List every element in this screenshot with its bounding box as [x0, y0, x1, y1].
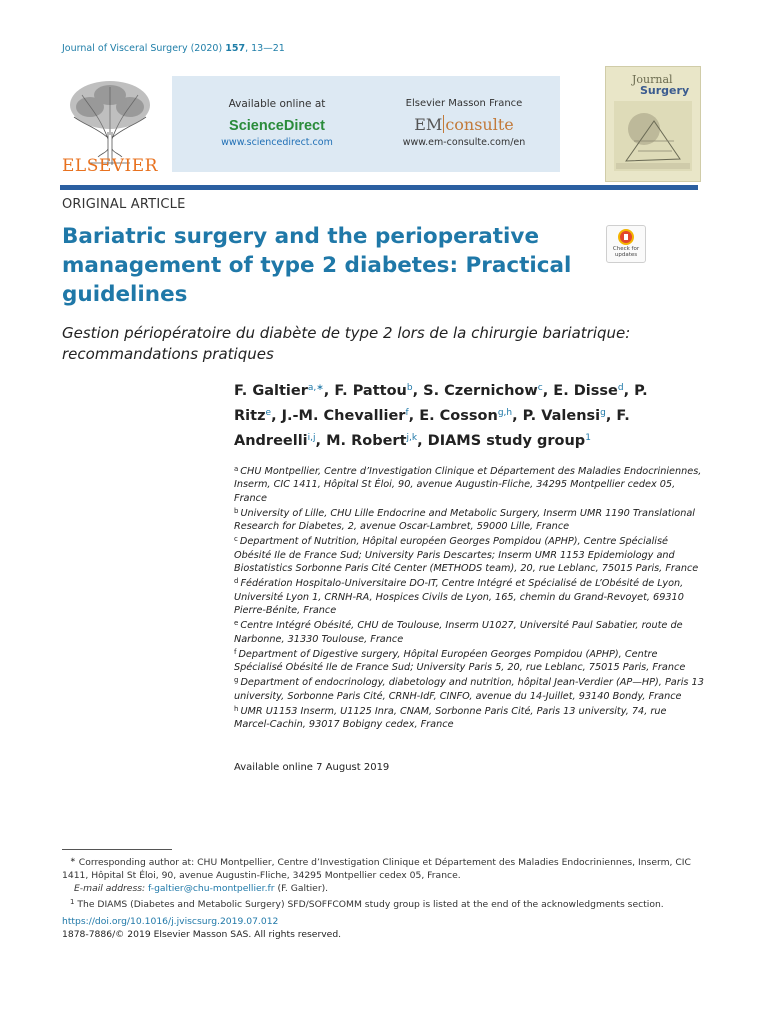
author-affiliation-mark[interactable]: g: [600, 408, 606, 418]
emconsulte-publisher: Elsevier Masson France: [405, 98, 523, 109]
author: S. Czernichow$^c$,: [423, 383, 554, 399]
elsevier-wordmark: ELSEVIER: [62, 156, 158, 176]
journal-name: Journal of Visceral Surgery (2020): [62, 43, 223, 54]
author-affiliation-mark[interactable]: j,k: [406, 433, 418, 443]
affiliation: $^f$ Department of Digestive surgery, Hôpital Européen Georges Pompidou (APHP), Centre Spécialisé Obésité Ile de France Sud; University Paris 5, 20, rue Leblanc, 75015 Paris, France: [234, 647, 686, 674]
header-rule: [60, 185, 698, 190]
copyright-line: 1878-7886/© 2019 Elsevier Masson SAS. All rights reserved.: [62, 929, 342, 940]
cover-title-line2: Surgery: [640, 84, 690, 97]
author: P. Ritz$^e$,: [234, 383, 648, 424]
affiliation: $^a$ CHU Montpellier, Centre d’Investigation Clinique et Département des Maladies Endocriniennes, Inserm, CIC 1411, Hôpital St Éloi, 90, avenue Augustin-Fliche, 34295 Montpellier cedex 05, France: [234, 465, 702, 504]
author-affiliation-mark[interactable]: b: [406, 383, 413, 393]
check-updates-label: Check for updates: [612, 246, 640, 258]
affiliation: $^d$ Fédération Hospitalo-Universitaire DO-IT, Centre Intégré et Spécialisé de L’Obésité de Lyon, Université Lyon 1, CRNH-RA, Hospices Civils de Lyon, 165, chemin du Grand-Revoyet, 69310 Pierre-Bénite, France: [234, 577, 684, 616]
journal-pages: , 13—21: [245, 43, 285, 54]
affiliation: $^b$ University of Lille, CHU Lille Endocrine and Metabolic Surgery, Inserm UMR 1190 Translational Research for Diabetes, 2, avenue Oscar-Lambret, 59000 Lille, France: [234, 506, 695, 533]
footnote-rule: [62, 849, 172, 850]
cover-title-line1: Journal: [632, 73, 673, 86]
emconsulte-logo: [382, 115, 546, 134]
author: E. Disse$^d$,: [553, 383, 635, 399]
email-footnote: E-mail address: f-galtier@chu-montpellier.fr (F. Galtier).: [74, 883, 329, 895]
article-type-label: ORIGINAL ARTICLE: [62, 197, 186, 212]
sciencedirect-name[interactable]: ScienceDirect: [229, 118, 325, 134]
affiliation: $^h$ UMR U1153 Inserm, U1125 Inra, CNAM, Sorbonne Paris Cité, Paris 13 university, 74, rue Marcel-Cachin, 93017 Bobigny cedex, France: [234, 705, 667, 731]
author: P. Valensi$^g$,: [522, 408, 617, 424]
article-subtitle: Gestion périopératoire du diabète de type 2 lors de la chirurgie bariatrique: recommandations pratiques: [62, 324, 631, 363]
emconsulte-block: [382, 98, 546, 148]
author-list: [234, 377, 674, 452]
journal-cover-image: [605, 66, 701, 182]
journal-volume: 157: [225, 43, 246, 54]
check-for-updates-button[interactable]: [606, 225, 646, 263]
author-affiliation-mark[interactable]: d: [617, 383, 624, 393]
emconsulte-url-link[interactable]: www.em-consulte.com/en: [402, 137, 526, 148]
journal-reference: [62, 43, 285, 54]
emconsulte-logo-consulte: consulte: [445, 115, 514, 134]
author-affiliation-mark[interactable]: c: [537, 383, 543, 393]
sciencedirect-available-label: Available online at: [228, 98, 326, 110]
author-affiliation-mark[interactable]: 1: [585, 433, 591, 443]
footnotes: [62, 854, 712, 911]
study-group-footnote: $^1$ The DIAMS (Diabetes and Metabolic Surgery) SFD/SOFFCOMM study group is listed at the end of the acknowledgments section.: [70, 897, 664, 910]
author-affiliation-mark[interactable]: a,∗: [307, 383, 324, 393]
affiliation: $^e$ Centre Intégré Obésité, CHU de Toulouse, Inserm U1027, Université Paul Sabatier, route de Narbonne, 31330 Toulouse, France: [234, 619, 683, 645]
author-affiliation-mark[interactable]: i,j: [307, 433, 316, 443]
author: E. Cosson$^{g,h}$,: [419, 408, 523, 424]
sciencedirect-block: [202, 98, 352, 148]
affiliation: $^g$ Department of endocrinology, diabetology and nutrition, hôpital Jean-Verdier (AP—HP), Paris 13 university, Sorbonne Paris Cité, CRNH-IdF, CINFO, avenue du 14-Juillet, 93140 Bondy, France: [234, 676, 704, 702]
email-link[interactable]: f-galtier@chu-montpellier.fr: [148, 883, 275, 895]
sciencedirect-url-link[interactable]: www.sciencedirect.com: [221, 137, 333, 148]
affiliation: $^c$ Department of Nutrition, Hôpital européen Georges Pompidou (APHP), Centre Spécialisé Obésité Ile de France Sud; University Paris Descartes; Inserm UMR 1153 Epidemiology and Biostatistics Sorbonne Paris Cité Center (METHODS team), 20, rue Leblanc, 75015 Paris, France: [234, 535, 699, 575]
doi-link[interactable]: https://doi.org/10.1016/j.jviscsurg.2019.07.012: [62, 916, 279, 927]
author-affiliation-mark[interactable]: f: [405, 408, 409, 418]
author-affiliation-mark[interactable]: e: [265, 408, 272, 418]
author: F. Andreelli$^{i,j}$,: [234, 408, 630, 449]
publisher-banner: [172, 76, 560, 172]
emconsulte-logo-em: EM: [414, 115, 443, 134]
article-title: Bariatric surgery and the perioperative management of type 2 diabetes: Practical guidelines: [62, 224, 572, 307]
author: DIAMS study group$^1$: [427, 433, 591, 449]
author: F. Pattou$^b$,: [334, 383, 424, 399]
author: J.-M. Chevallier$^f$,: [281, 408, 420, 424]
cover-illustration-icon: [614, 101, 692, 171]
author-affiliation-mark[interactable]: g,h: [497, 408, 513, 418]
available-online-date: Available online 7 August 2019: [234, 762, 390, 773]
author: F. Galtier$^{a,∗}$,: [234, 383, 335, 399]
check-updates-icon: [618, 229, 634, 245]
affiliation-list: [234, 463, 704, 732]
author: M. Robert$^{j,k}$,: [326, 433, 428, 449]
corresponding-author-footnote: ∗ Corresponding author at: CHU Montpellier, Centre d’Investigation Clinique et Département des Maladies Endocriniennes, Inserm, CIC 1411, Hôpital St Éloi, 90, avenue Augustin-Fliche, 34295 Montpellier cedex 05, France.: [62, 856, 691, 882]
